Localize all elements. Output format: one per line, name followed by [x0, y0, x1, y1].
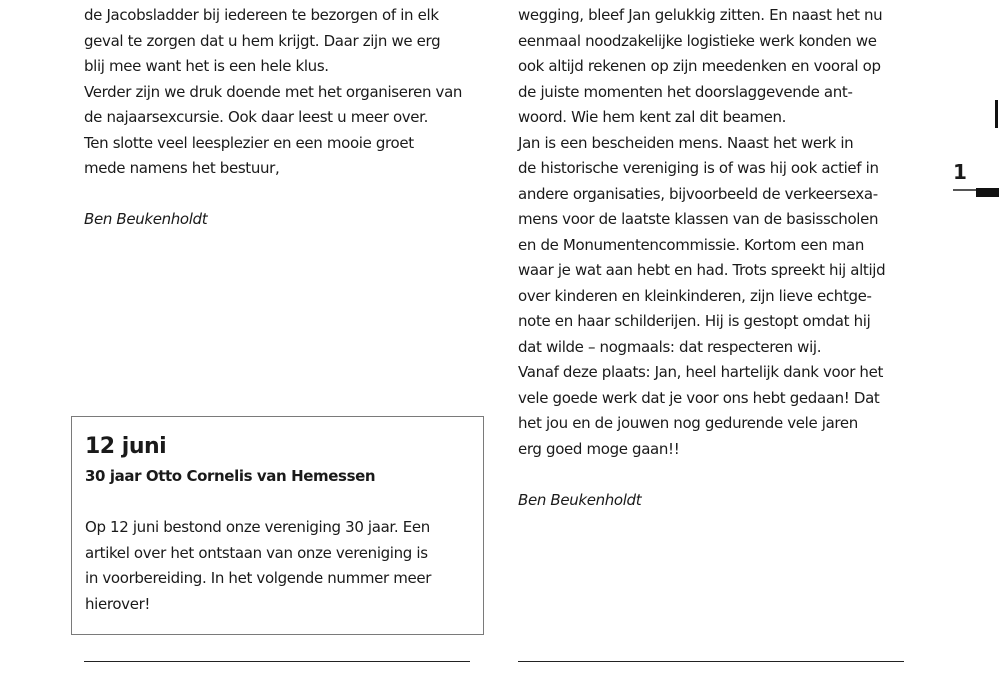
text-line: wegging, bleef Jan gelukkig zitten. En naast het nu	[518, 6, 883, 24]
text-line: waar je wat aan hebt en had. Trots spreekt hij altijd	[518, 261, 886, 279]
page-tab-marker	[995, 100, 998, 128]
text-line: over kinderen en kleinkinderen, zijn lieve echtge-	[518, 286, 872, 305]
box-subtitle: 30 jaar Otto Cornelis van Hemessen	[85, 467, 376, 485]
text-line: andere organisaties, bijvoorbeeld de verkeersexa-	[518, 184, 878, 203]
text-line: hierover!	[85, 594, 151, 613]
text-line: dat wilde – nogmaals: dat respecteren wij.	[518, 337, 822, 356]
text-line: geval te zorgen dat u hem krijgt. Daar zijn we erg	[84, 31, 441, 50]
text-line: Verder zijn we druk doende met het organiseren van	[84, 82, 463, 101]
text-line: in voorbereiding. In het volgende nummer meer	[85, 569, 432, 587]
text-line: ook altijd rekenen op zijn meedenken en vooral op	[518, 57, 881, 75]
box-body	[85, 515, 431, 617]
signature: Ben Beukenholdt	[518, 490, 642, 509]
footer-rule-right	[518, 661, 904, 662]
page-number-tab	[976, 188, 999, 197]
text-line: Op 12 juni bestond onze vereniging 30 jaar. Een	[85, 518, 430, 536]
text-line: mede namens het bestuur,	[84, 159, 280, 177]
text-line: de najaarsexcursie. Ook daar leest u meer over.	[84, 108, 429, 126]
text-line: vele goede werk dat je voor ons hebt gedaan! Dat	[518, 388, 880, 407]
text-line: het jou en de jouwen nog gedurende vele jaren	[518, 414, 858, 432]
signature: Ben Beukenholdt	[84, 210, 208, 228]
text-line: eenmaal noodzakelijke logistieke werk konden we	[518, 31, 877, 50]
right-column	[518, 3, 918, 513]
text-line: blij mee want het is een hele klus.	[84, 57, 329, 75]
text-line: artikel over het ontstaan van onze vereniging is	[85, 543, 428, 562]
text-line: Jan is een bescheiden mens. Naast het werk in	[518, 133, 854, 152]
text-line: mens voor de laatste klassen van de basisscholen	[518, 210, 879, 228]
text-line: note en haar schilderijen. Hij is gestopt omdat hij	[518, 312, 871, 330]
text-line: Ten slotte veel leesplezier en een mooie groet	[84, 133, 414, 152]
box-title: 12 juni	[85, 434, 167, 459]
page-number: 1	[953, 160, 967, 184]
left-column	[84, 3, 484, 233]
text-line: woord. Wie hem kent zal dit beamen.	[518, 108, 787, 126]
text-line: de juiste momenten het doorslaggevende ant-	[518, 82, 853, 101]
footer-rule-left	[84, 661, 470, 662]
text-line: de historische vereniging is of was hij ook actief in	[518, 159, 879, 177]
announcement-box	[71, 416, 484, 635]
text-line: Vanaf deze plaats: Jan, heel hartelijk dank voor het	[518, 363, 883, 381]
text-line: de Jacobsladder bij iedereen te bezorgen of in elk	[84, 6, 439, 24]
text-line: en de Monumentencommissie. Kortom een man	[518, 235, 865, 254]
text-line: erg goed moge gaan!!	[518, 439, 680, 458]
